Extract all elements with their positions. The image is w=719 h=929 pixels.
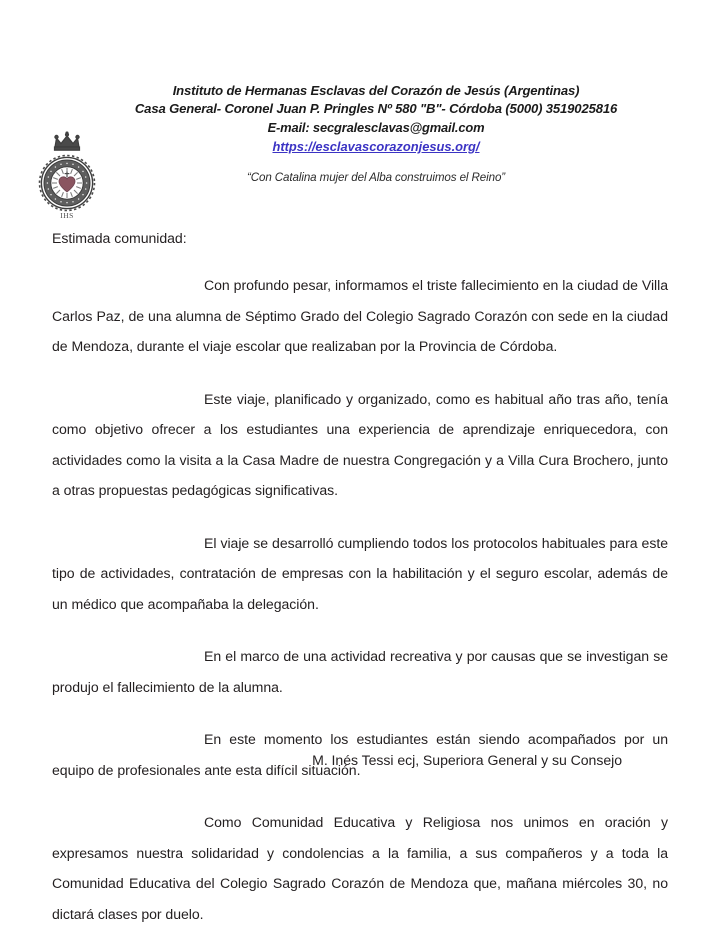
svg-text:IHS: IHS [60, 211, 74, 220]
paragraph-6: Como Comunidad Educativa y Religiosa nos unimos en oración y expresamos nuestra solidaridad y condolencias a la familia, a sus compañeros y a toda la Comunidad Educativa del Colegio Sagrado Corazón de Mendoza que, mañana miércoles 30, no dictará clases por duelo. [52, 814, 668, 922]
paragraph-5: En este momento los estudiantes están siendo acompañados por un equipo de profesionales ante esta difícil situación. [52, 731, 668, 778]
paragraph-2: Este viaje, planificado y organizado, como es habitual año tras año, tenía como objetivo ofrecer a los estudiantes una experiencia de aprendizaje enriquecedora, con actividades como la visita a la Casa Madre de nuestra Congregación y a Villa Cura Brochero, junto a otras propuestas pedagógicas significativas. [52, 390, 668, 498]
letterhead-text [96, 82, 656, 156]
website-link[interactable]: https://esclavascorazonjesus.org/ [272, 139, 480, 155]
address-phone-line: Casa General- Coronel Juan P. Pringles Nº 580 "B"- Córdoba (5000) 3519025816 [134, 101, 618, 117]
congregation-motto: “Con Catalina mujer del Alba construimos el Reino” [246, 171, 506, 184]
signature-line: M. Inés Tessi ecj, Superiora General y su Consejo [312, 752, 622, 768]
congregation-crest-icon [36, 128, 98, 222]
letterhead [0, 62, 719, 220]
email-line: E-mail: secgralesclavas@gmail.com [267, 119, 485, 135]
institute-name-line: Instituto de Hermanas Esclavas del Corazón de Jesús (Argentinas) [172, 83, 580, 98]
salutation: Estimada comunidad: [52, 230, 187, 246]
paragraph-1: Con profundo pesar, informamos el triste fallecimiento en la ciudad de Villa Carlos Paz, de una alumna de Séptimo Grado del Colegio Sagrado Corazón con sede en la ciudad de Mendoza, durante el viaje escolar que realizaban por la Provincia de Córdoba. [52, 277, 668, 354]
letter-body [52, 228, 668, 929]
paragraph-4: En el marco de una actividad recreativa y por causas que se investigan se produjo el fallecimiento de la alumna. [52, 648, 668, 695]
paragraph-3: El viaje se desarrolló cumpliendo todos los protocolos habituales para este tipo de actividades, contratación de empresas con la habilitación y el seguro escolar, además de un médico que acompañaba la delegación. [52, 534, 668, 612]
